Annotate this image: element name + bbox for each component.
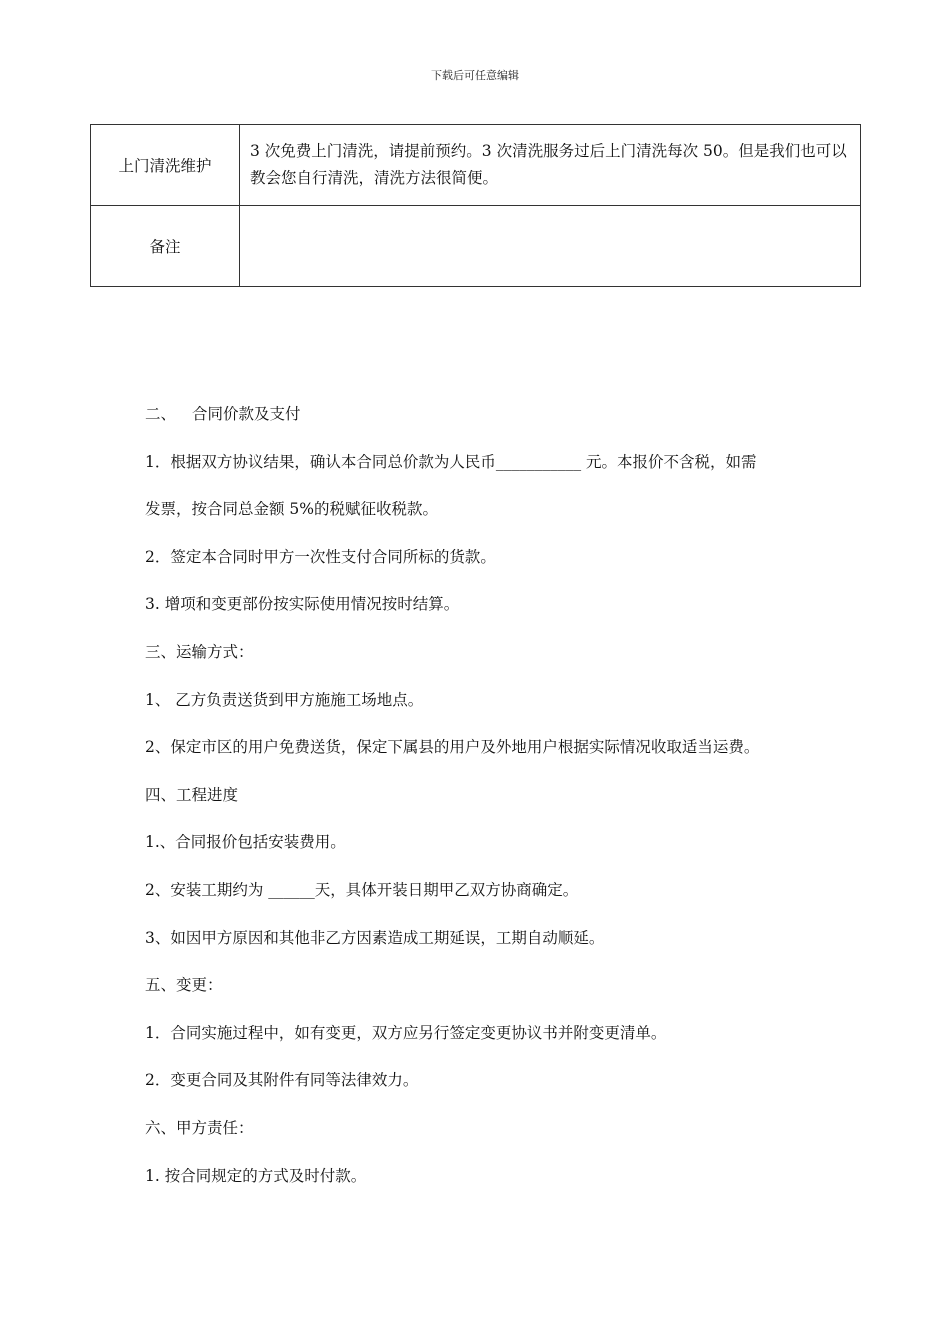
section-heading-schedule: 四、工程进度 [145, 785, 239, 804]
changes-item-1: 1．合同实施过程中，如有变更，双方应另行签定变更协议书并附变更清单。 [145, 1023, 667, 1042]
section-number: 二、 [145, 405, 177, 423]
payment-item-2: 2．签定本合同时甲方一次性支付合同所标的货款。 [145, 547, 496, 566]
section-heading-payment [145, 398, 845, 446]
transport-item-1: 1、 乙方负责送货到甲方施施工场地点。 [145, 690, 424, 709]
contract-body [145, 398, 845, 1207]
table-row [91, 125, 861, 206]
schedule-item-1: 1.、合同报价包括安装费用。 [145, 833, 346, 852]
payment-item-3: 3. 增项和变更部份按实际使用情况按时结算。 [145, 595, 460, 614]
transport-item-2: 2、保定市区的用户免费送货，保定下属县的用户及外地用户根据实际情况收取适当运费。 [145, 738, 760, 757]
payment-item-1: 1．根据双方协议结果，确认本合同总价款为人民币___________ 元。本报价不含税，如需 [145, 452, 757, 471]
payment-item-1-cont: 发票，按合同总金额 5%的税赋征收税款。 [145, 500, 439, 519]
section-heading-changes: 五、变更： [145, 976, 223, 995]
schedule-item-2: 2、安装工期约为 ______天，具体开装日期甲乙双方协商确定。 [145, 880, 579, 899]
schedule-item-3: 3、如因甲方原因和其他非乙方因素造成工期延误，工期自动顺延。 [145, 928, 605, 947]
row-label-cleaning: 上门清洗维护 [91, 125, 240, 206]
section-heading-party-a: 六、甲方责任： [145, 1118, 254, 1137]
row-content-cleaning: 3 次免费上门清洗，请提前预约。3 次清洗服务过后上门清洗每次 50。但是我们也可以教会您自行清洗，清洗方法很简便。 [240, 125, 861, 206]
section-title: 合同价款及支付 [192, 405, 301, 423]
party-a-item-1: 1. 按合同规定的方式及时付款。 [145, 1166, 367, 1185]
changes-item-2: 2．变更合同及其附件有同等法律效力。 [145, 1071, 419, 1090]
section-heading-transport: 三、运输方式： [145, 642, 254, 661]
header-note: 下载后可任意编辑 [431, 69, 519, 82]
service-table [90, 124, 861, 287]
row-content-remarks [240, 206, 861, 287]
row-label-remarks: 备注 [91, 206, 240, 287]
table-row [91, 206, 861, 287]
